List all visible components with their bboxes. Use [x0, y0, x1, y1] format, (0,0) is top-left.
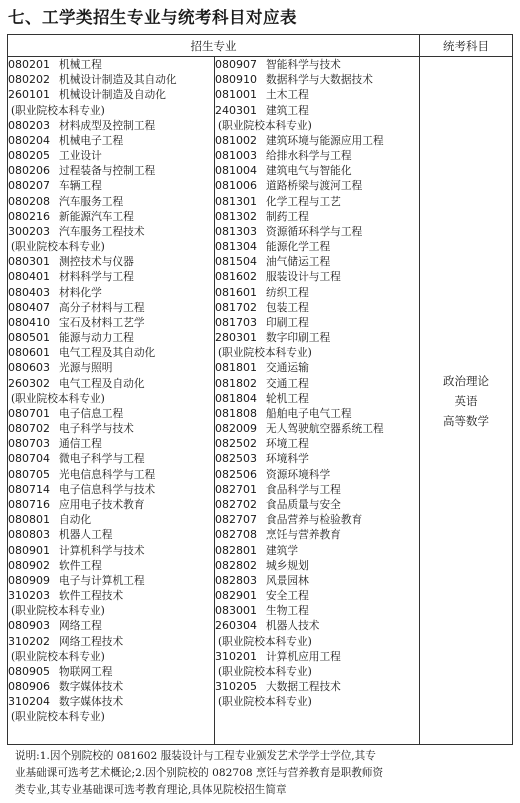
major-code: 081003 [215, 149, 257, 163]
major-code: 081302 [215, 209, 257, 223]
major-row [215, 163, 419, 178]
major-name: 计算机科学与技术 [59, 543, 145, 557]
majors-column-left [8, 57, 215, 745]
major-row [8, 57, 214, 72]
major-name: 软件工程技术 [59, 589, 124, 603]
major-name: 建筑学 [266, 543, 299, 557]
major-row [215, 588, 419, 603]
major-note-row [8, 603, 214, 618]
major-row [215, 376, 419, 391]
major-row [215, 178, 419, 193]
major-row [215, 451, 419, 466]
footnote-line: 类专业,其专业基础课可选考教育理论,具体见院校招生简章 [15, 784, 287, 796]
major-name: 土木工程 [266, 88, 309, 102]
major-name: 机器人工程 [59, 528, 113, 542]
major-code: 080216 [8, 209, 50, 223]
major-row [215, 527, 419, 542]
major-row [215, 330, 419, 345]
major-code: 081602 [215, 270, 257, 284]
major-row [8, 543, 214, 558]
major-name: 通信工程 [59, 437, 102, 451]
major-name: 制药工程 [266, 209, 309, 223]
major-code: 080902 [8, 558, 50, 572]
major-row [8, 527, 214, 542]
major-code: 082503 [215, 452, 257, 466]
major-code: 082707 [215, 513, 257, 527]
major-name: 网络工程技术 [59, 634, 124, 648]
major-name: 资源环境科学 [266, 467, 331, 481]
major-code: 310202 [8, 634, 50, 648]
major-code: 080701 [8, 406, 50, 420]
major-row [8, 573, 214, 588]
major-code: 080201 [8, 58, 50, 71]
major-code: 082009 [215, 422, 257, 436]
major-row [215, 467, 419, 482]
major-name: 应用电子技术教育 [59, 497, 145, 511]
major-name: 包装工程 [266, 300, 309, 314]
major-row [215, 224, 419, 239]
footnote-line: 业基础课可选考艺术概论;2.因个别院校的 082708 烹饪与营养教育是职教师资 [15, 767, 384, 779]
header-exam-subjects: 统考科目 [420, 35, 513, 57]
major-name: 机器人技术 [266, 619, 320, 633]
major-row [215, 285, 419, 300]
major-name: 交通工程 [266, 376, 309, 390]
major-row [215, 512, 419, 527]
major-code: 080208 [8, 194, 50, 208]
major-note: (职业院校本科专业) [11, 649, 105, 663]
major-note: (职业院校本科专业) [218, 695, 312, 709]
major-note: (职业院校本科专业) [11, 240, 105, 254]
major-row [8, 679, 214, 694]
major-row [215, 360, 419, 375]
major-code: 080801 [8, 513, 50, 527]
major-name: 食品营养与检验教育 [266, 513, 363, 527]
major-name: 数字媒体技术 [59, 680, 124, 694]
major-note-row [8, 103, 214, 118]
major-code: 080205 [8, 149, 50, 163]
major-name: 电子信息工程 [59, 406, 124, 420]
major-row [8, 451, 214, 466]
major-row [8, 254, 214, 269]
major-row [8, 300, 214, 315]
major-name: 宝石及材料工艺学 [59, 315, 145, 329]
major-name: 材料科学与工程 [59, 270, 134, 284]
footnote-line: 说明:1.因个别院校的 081602 服装设计与工程专业颁发艺术学学士学位,其专 [15, 750, 376, 762]
major-name: 微电子科学与工程 [59, 452, 145, 466]
major-row [8, 512, 214, 527]
major-code: 081304 [215, 240, 257, 254]
major-row [8, 497, 214, 512]
major-row [215, 497, 419, 512]
major-name: 材料化学 [59, 285, 102, 299]
major-row [8, 345, 214, 360]
major-code: 082803 [215, 573, 257, 587]
major-code: 080601 [8, 346, 50, 360]
major-code: 081301 [215, 194, 257, 208]
major-code: 310205 [215, 680, 257, 694]
major-name: 数据科学与大数据技术 [266, 73, 373, 87]
exam-subject: 英语 [454, 393, 478, 408]
major-code: 083001 [215, 604, 257, 618]
major-code: 260302 [8, 376, 50, 390]
major-code: 080905 [8, 664, 50, 678]
major-name: 食品质量与安全 [266, 497, 341, 511]
major-code: 080702 [8, 422, 50, 436]
major-row [215, 649, 419, 664]
major-code: 080714 [8, 482, 50, 496]
major-note-row [215, 694, 419, 709]
exam-subject: 高等数学 [443, 413, 489, 428]
major-note-row [215, 118, 419, 133]
major-code: 081808 [215, 406, 257, 420]
major-row [8, 285, 214, 300]
exam-subjects-cell [420, 57, 513, 745]
major-row [8, 330, 214, 345]
major-row [8, 482, 214, 497]
major-row [8, 315, 214, 330]
major-row [215, 72, 419, 87]
major-code: 310204 [8, 695, 50, 709]
major-name: 城乡规划 [266, 558, 309, 572]
major-code: 280301 [215, 331, 257, 345]
major-code: 080703 [8, 437, 50, 451]
major-code: 082506 [215, 467, 257, 481]
major-name: 智能科学与技术 [266, 58, 341, 71]
major-note-row [215, 345, 419, 360]
major-row [8, 436, 214, 451]
major-name: 无人驾驶航空器系统工程 [266, 422, 384, 436]
major-row [215, 194, 419, 209]
major-name: 自动化 [59, 513, 92, 527]
major-code: 082708 [215, 528, 257, 542]
major-row [8, 224, 214, 239]
major-code: 080909 [8, 573, 50, 587]
major-row [215, 103, 419, 118]
major-row [8, 406, 214, 421]
major-code: 080910 [215, 73, 257, 87]
major-name: 建筑环境与能源应用工程 [266, 133, 384, 147]
major-code: 080206 [8, 164, 50, 178]
major-code: 080903 [8, 619, 50, 633]
major-row [215, 391, 419, 406]
major-name: 建筑电气与智能化 [266, 164, 352, 178]
major-note-row [8, 649, 214, 664]
major-note-row [215, 634, 419, 649]
major-code: 080401 [8, 270, 50, 284]
major-name: 电子与计算机工程 [59, 573, 145, 587]
major-code: 082801 [215, 543, 257, 557]
major-code: 081804 [215, 391, 257, 405]
major-row [215, 618, 419, 633]
major-row [215, 254, 419, 269]
major-code: 082502 [215, 437, 257, 451]
major-row [215, 482, 419, 497]
major-code: 080202 [8, 73, 50, 87]
major-code: 240301 [215, 103, 257, 117]
major-code: 081801 [215, 361, 257, 375]
major-code: 081601 [215, 285, 257, 299]
major-row [215, 315, 419, 330]
major-name: 光源与照明 [59, 361, 113, 375]
major-code: 080906 [8, 680, 50, 694]
major-code: 080204 [8, 133, 50, 147]
major-row [215, 573, 419, 588]
header-majors: 招生专业 [8, 35, 420, 57]
major-code: 080207 [8, 179, 50, 193]
major-row [8, 118, 214, 133]
major-note: (职业院校本科专业) [11, 604, 105, 618]
major-code: 081702 [215, 300, 257, 314]
major-name: 生物工程 [266, 604, 309, 618]
major-name: 交通运输 [266, 361, 309, 375]
major-note: (职业院校本科专业) [218, 118, 312, 132]
major-name: 新能源汽车工程 [59, 209, 134, 223]
major-row [8, 376, 214, 391]
major-name: 纺织工程 [266, 285, 309, 299]
major-name: 道路桥梁与渡河工程 [266, 179, 363, 193]
major-name: 机械工程 [59, 58, 102, 71]
major-note: (职业院校本科专业) [218, 634, 312, 648]
major-name: 风景园林 [266, 573, 309, 587]
major-name: 资源循环科学与工程 [266, 224, 363, 238]
major-name: 汽车服务工程技术 [59, 224, 145, 238]
major-code: 081002 [215, 133, 257, 147]
major-row [8, 269, 214, 284]
major-code: 082802 [215, 558, 257, 572]
major-name: 车辆工程 [59, 179, 102, 193]
major-note: (职业院校本科专业) [11, 103, 105, 117]
major-name: 数字媒体技术 [59, 695, 124, 709]
major-note: (职业院校本科专业) [218, 346, 312, 360]
major-name: 机械设计制造及其自动化 [59, 73, 177, 87]
major-code: 081703 [215, 315, 257, 329]
major-row [215, 209, 419, 224]
major-code: 080907 [215, 58, 257, 71]
major-note: (职业院校本科专业) [11, 710, 105, 724]
major-row [8, 664, 214, 679]
major-name: 安全工程 [266, 589, 309, 603]
major-code: 310201 [215, 649, 257, 663]
major-code: 080704 [8, 452, 50, 466]
major-name: 机械设计制造及自动化 [59, 88, 166, 102]
majors-subjects-table [7, 34, 513, 745]
major-code: 080301 [8, 255, 50, 269]
footnote [15, 748, 510, 799]
major-name: 电气工程及自动化 [59, 376, 145, 390]
major-code: 081303 [215, 224, 257, 238]
major-row [8, 421, 214, 436]
major-code: 080203 [8, 118, 50, 132]
page-title: 七、工学类招生专业与统考科目对应表 [8, 8, 297, 27]
major-row [215, 87, 419, 102]
major-row [215, 148, 419, 163]
major-name: 电气工程及其自动化 [59, 346, 156, 360]
major-code: 080716 [8, 497, 50, 511]
major-code: 080403 [8, 285, 50, 299]
major-note-row [215, 664, 419, 679]
major-code: 310203 [8, 589, 50, 603]
major-name: 环境工程 [266, 437, 309, 451]
major-name: 数字印刷工程 [266, 331, 331, 345]
major-code: 260101 [8, 88, 50, 102]
major-name: 建筑工程 [266, 103, 309, 117]
major-row [215, 603, 419, 618]
exam-subject: 政治理论 [443, 373, 489, 388]
major-code: 300203 [8, 224, 50, 238]
major-row [215, 269, 419, 284]
major-name: 软件工程 [59, 558, 102, 572]
major-code: 081504 [215, 255, 257, 269]
major-code: 081802 [215, 376, 257, 390]
major-name: 光电信息科学与工程 [59, 467, 156, 481]
major-row [215, 679, 419, 694]
major-name: 能源与动力工程 [59, 331, 134, 345]
major-code: 080501 [8, 331, 50, 345]
major-row [8, 634, 214, 649]
major-code: 081001 [215, 88, 257, 102]
major-code: 080407 [8, 300, 50, 314]
major-row [215, 421, 419, 436]
major-name: 过程装备与控制工程 [59, 164, 156, 178]
major-name: 化学工程与工艺 [266, 194, 341, 208]
major-name: 船舶电子电气工程 [266, 406, 352, 420]
major-name: 服装设计与工程 [266, 270, 341, 284]
major-row [8, 87, 214, 102]
major-row [8, 148, 214, 163]
major-name: 印刷工程 [266, 315, 309, 329]
majors-column-right [215, 57, 420, 745]
major-name: 汽车服务工程 [59, 194, 124, 208]
major-name: 高分子材料与工程 [59, 300, 145, 314]
major-note-row [8, 391, 214, 406]
major-code: 080901 [8, 543, 50, 557]
major-row [8, 694, 214, 709]
major-note-row [8, 239, 214, 254]
major-note: (职业院校本科专业) [218, 664, 312, 678]
major-row [215, 133, 419, 148]
major-name: 油气储运工程 [266, 255, 331, 269]
major-name: 物联网工程 [59, 664, 113, 678]
major-row [215, 436, 419, 451]
major-row [8, 360, 214, 375]
major-name: 给排水科学与工程 [266, 149, 352, 163]
major-name: 大数据工程技术 [266, 680, 341, 694]
major-row [8, 618, 214, 633]
major-row [8, 163, 214, 178]
major-name: 网络工程 [59, 619, 102, 633]
major-name: 计算机应用工程 [266, 649, 341, 663]
major-row [8, 588, 214, 603]
major-row [8, 178, 214, 193]
major-row [215, 543, 419, 558]
major-name: 电子科学与技术 [59, 422, 134, 436]
major-row [215, 57, 419, 72]
major-row [215, 406, 419, 421]
major-name: 能源化学工程 [266, 240, 331, 254]
major-code: 082702 [215, 497, 257, 511]
major-row [8, 72, 214, 87]
major-code: 080705 [8, 467, 50, 481]
major-name: 烹饪与营养教育 [266, 528, 341, 542]
major-code: 082701 [215, 482, 257, 496]
major-row [8, 194, 214, 209]
major-name: 轮机工程 [266, 391, 309, 405]
major-note: (职业院校本科专业) [11, 391, 105, 405]
major-name: 测控技术与仪器 [59, 255, 134, 269]
major-name: 机械电子工程 [59, 133, 124, 147]
major-code: 080603 [8, 361, 50, 375]
major-code: 082901 [215, 589, 257, 603]
major-row [215, 239, 419, 254]
major-row [8, 209, 214, 224]
major-row [215, 300, 419, 315]
major-code: 260304 [215, 619, 257, 633]
major-code: 080803 [8, 528, 50, 542]
major-name: 电子信息科学与技术 [59, 482, 156, 496]
major-code: 081004 [215, 164, 257, 178]
major-code: 080410 [8, 315, 50, 329]
major-row [8, 133, 214, 148]
major-name: 食品科学与工程 [266, 482, 341, 496]
major-name: 工业设计 [59, 149, 102, 163]
major-row [8, 558, 214, 573]
major-name: 材料成型及控制工程 [59, 118, 156, 132]
major-code: 081006 [215, 179, 257, 193]
major-row [215, 558, 419, 573]
major-row [8, 467, 214, 482]
major-name: 环境科学 [266, 452, 309, 466]
major-note-row [8, 709, 214, 724]
